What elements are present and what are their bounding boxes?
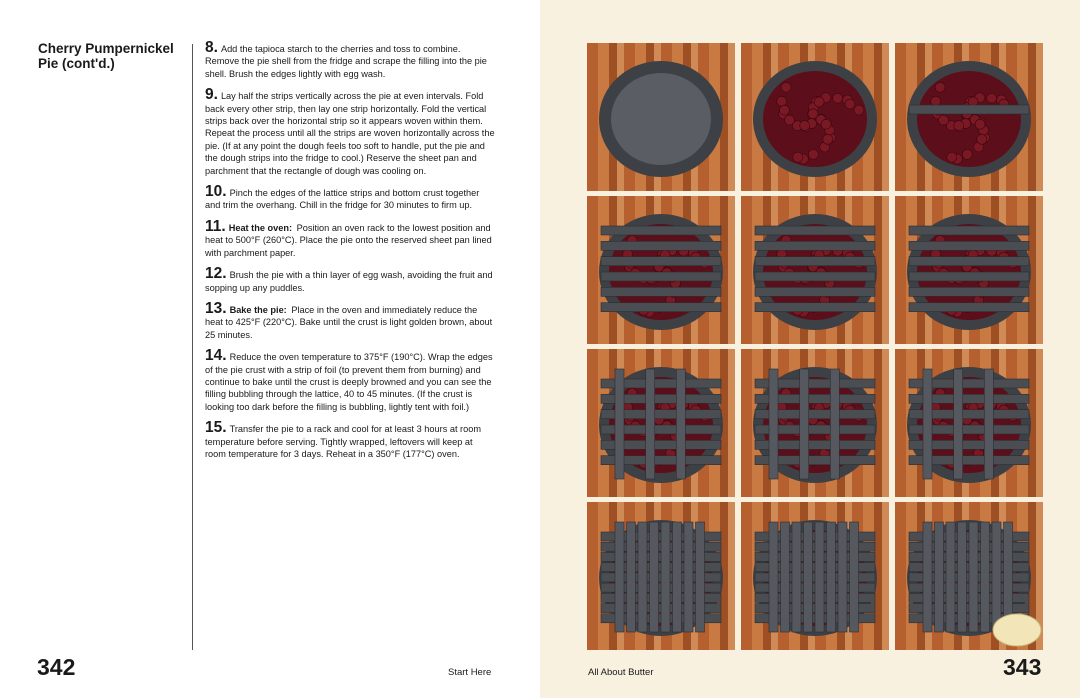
lattice-strip — [696, 522, 705, 632]
running-footer-left: Start Here — [448, 667, 492, 678]
photo-step-first-strip — [895, 43, 1043, 191]
cherry — [779, 105, 789, 115]
column-divider — [192, 44, 193, 650]
lattice-strip — [615, 369, 624, 479]
cherry — [808, 109, 818, 119]
lattice-strip — [923, 522, 932, 632]
photo-step-cherries — [741, 43, 889, 191]
cherry — [821, 119, 831, 129]
lattice-strip — [601, 226, 721, 235]
lattice-strip — [830, 369, 839, 479]
pie-photo-illustration — [587, 502, 735, 650]
lattice-strip — [755, 287, 875, 296]
cherry — [854, 105, 864, 115]
pie-shell-inner — [611, 73, 711, 165]
lattice-strip — [850, 522, 859, 632]
lattice-strip — [909, 241, 1029, 250]
lattice-strip — [601, 287, 721, 296]
recipe-steps — [205, 39, 495, 469]
step-number: 12. — [205, 265, 227, 283]
photo-step-egg-wash — [895, 502, 1043, 650]
pie-photo-illustration — [741, 43, 889, 191]
lattice-strip — [792, 522, 801, 632]
lattice-strip — [673, 522, 682, 632]
lattice-strip — [954, 369, 963, 479]
lattice-strip — [661, 522, 670, 632]
cherry — [823, 134, 833, 144]
lattice-strip — [684, 522, 693, 632]
cherry — [845, 99, 855, 109]
pie-photo-illustration — [741, 502, 889, 650]
cherry — [785, 115, 795, 125]
step-lead: Bake the pie: — [229, 304, 287, 315]
step-lead: Heat the oven: — [228, 222, 293, 233]
photo-step-lattice-3 — [895, 196, 1043, 344]
cherry — [800, 121, 810, 131]
pie-photo-illustration — [895, 196, 1043, 344]
lattice-strip — [755, 272, 875, 281]
cherry — [954, 121, 964, 131]
lattice-strip — [984, 369, 993, 479]
pie-photo-illustration — [587, 349, 735, 497]
pie-photo-illustration — [741, 349, 889, 497]
photo-step-trimming — [587, 502, 735, 650]
lattice-strip — [800, 369, 809, 479]
lattice-strip — [769, 369, 778, 479]
lattice-strip — [935, 522, 944, 632]
lattice-strip — [958, 522, 967, 632]
pie-photo-illustration — [895, 349, 1043, 497]
cherry — [777, 96, 787, 106]
step-10 — [205, 183, 495, 212]
lattice-strip — [923, 369, 932, 479]
page-number-right: 343 — [1003, 654, 1042, 680]
step-text: Add the tapioca starch to the cherries and toss to combine. Remove the pie shell from the fridge and scrape the filling into the pie shell. Brush the edges lightly with egg wash. — [205, 44, 487, 79]
lattice-strip — [909, 105, 1029, 114]
lattice-strip — [755, 226, 875, 235]
cherry — [935, 82, 945, 92]
lattice-strip — [992, 522, 1001, 632]
cherry — [975, 119, 985, 129]
lattice-strip — [909, 303, 1029, 312]
photo-step-trimmed — [741, 502, 889, 650]
photo-step-shell — [587, 43, 735, 191]
step-number: 15. — [205, 419, 227, 437]
step-text: Transfer the pie to a rack and cool for at least 3 hours at room temperature before serving. Tightly wrapped, leftovers will keep at room temperature for 3 days. Reheat in a 350°F (177°C) oven. — [205, 424, 481, 459]
lattice-strip — [781, 522, 790, 632]
step-8 — [205, 39, 495, 80]
lattice-strip — [909, 257, 1029, 266]
step-text: Place in the oven and immediately reduce the heat to 425°F (220°C). Bake until the crust is light golden brown, about 25 minutes. — [205, 304, 493, 340]
lattice-strip — [650, 522, 659, 632]
lattice-strip — [838, 522, 847, 632]
pie-photo-illustration — [587, 196, 735, 344]
cherry — [793, 152, 803, 162]
photo-step-lattice-2 — [741, 196, 889, 344]
lattice-strip — [615, 522, 624, 632]
lattice-strip — [601, 241, 721, 250]
egg-wash-bowl — [993, 614, 1041, 646]
cherry — [947, 152, 957, 162]
step-14 — [205, 347, 495, 413]
cherry — [987, 93, 997, 103]
step-15 — [205, 419, 495, 460]
page-title: Cherry Pumpernickel Pie (cont'd.) — [38, 41, 174, 71]
lattice-strip — [755, 303, 875, 312]
step-number: 9. — [205, 86, 218, 104]
photo-grid — [587, 43, 1043, 651]
pie-photo-illustration — [895, 43, 1043, 191]
lattice-strip — [827, 522, 836, 632]
photo-step-lattice-1 — [587, 196, 735, 344]
lattice-strip — [804, 522, 813, 632]
cherry — [977, 134, 987, 144]
lattice-strip — [646, 369, 655, 479]
lattice-strip — [676, 369, 685, 479]
lattice-strip — [909, 272, 1029, 281]
cherry — [939, 115, 949, 125]
photo-step-weave-1 — [587, 349, 735, 497]
cherry — [962, 149, 972, 159]
cherry — [781, 82, 791, 92]
lattice-strip — [815, 522, 824, 632]
photo-step-weave-2 — [741, 349, 889, 497]
running-footer-right: All About Butter — [588, 667, 654, 678]
pie-photo-illustration — [895, 502, 1043, 650]
step-12 — [205, 265, 495, 294]
step-text: Brush the pie with a thin layer of egg wash, avoiding the fruit and sopping up any puddles. — [205, 270, 493, 293]
pie-photo-illustration — [741, 196, 889, 344]
cherry — [814, 97, 824, 107]
step-number: 10. — [205, 183, 227, 201]
lattice-strip — [769, 522, 778, 632]
lattice-strip — [946, 522, 955, 632]
cherry — [808, 149, 818, 159]
page-number-left: 342 — [37, 654, 76, 680]
step-11 — [205, 217, 495, 259]
step-text: Reduce the oven temperature to 375°F (190°C). Wrap the edges of the pie crust with a strip of foil (to prevent them from burning) and continue to bake until the crust is deeply browned and you can see the filling bubbling through the lattice, 40 to 45 minutes. (If the crust is looking too dark before the filling is bubbling, lightly tent with foil.) — [205, 352, 493, 412]
step-text: Pinch the edges of the lattice strips and bottom crust together and trim the overhang. Chill in the fridge for 30 minutes to firm up. — [205, 188, 480, 211]
cherry — [833, 93, 843, 103]
lattice-strip — [601, 303, 721, 312]
step-number: 11. — [205, 217, 226, 235]
pie-photo-illustration — [587, 43, 735, 191]
step-text: Position an oven rack to the lowest position and heat to 500°F (260°C). Place the pie onto the reserved sheet pan lined with parchment paper. — [205, 222, 492, 258]
lattice-strip — [638, 522, 647, 632]
lattice-strip — [909, 226, 1029, 235]
step-number: 8. — [205, 39, 218, 56]
lattice-strip — [969, 522, 978, 632]
step-9 — [205, 86, 495, 177]
lattice-strip — [601, 272, 721, 281]
step-number: 13. — [205, 299, 227, 317]
lattice-strip — [627, 522, 636, 632]
lattice-strip — [755, 257, 875, 266]
lattice-strip — [909, 287, 1029, 296]
lattice-strip — [755, 241, 875, 250]
step-13 — [205, 299, 495, 341]
photo-step-weave-3 — [895, 349, 1043, 497]
step-text: Lay half the strips vertically across the pie at even intervals. Fold back every other strip, then lay one strip horizontally. Fold the vertical strips back over the horizontal strip so it appears woven within them. Repeat the process until all the strips are woven horizontally across the pie. (If at any point the dough feels too soft to handle, put the pie and the dough strips into the fridge to cool.) Reserve the sheet pan and parchment that the rectangle of dough was cooling on. — [205, 91, 495, 176]
step-number: 14. — [205, 347, 227, 365]
lattice-strip — [981, 522, 990, 632]
lattice-strip — [601, 257, 721, 266]
